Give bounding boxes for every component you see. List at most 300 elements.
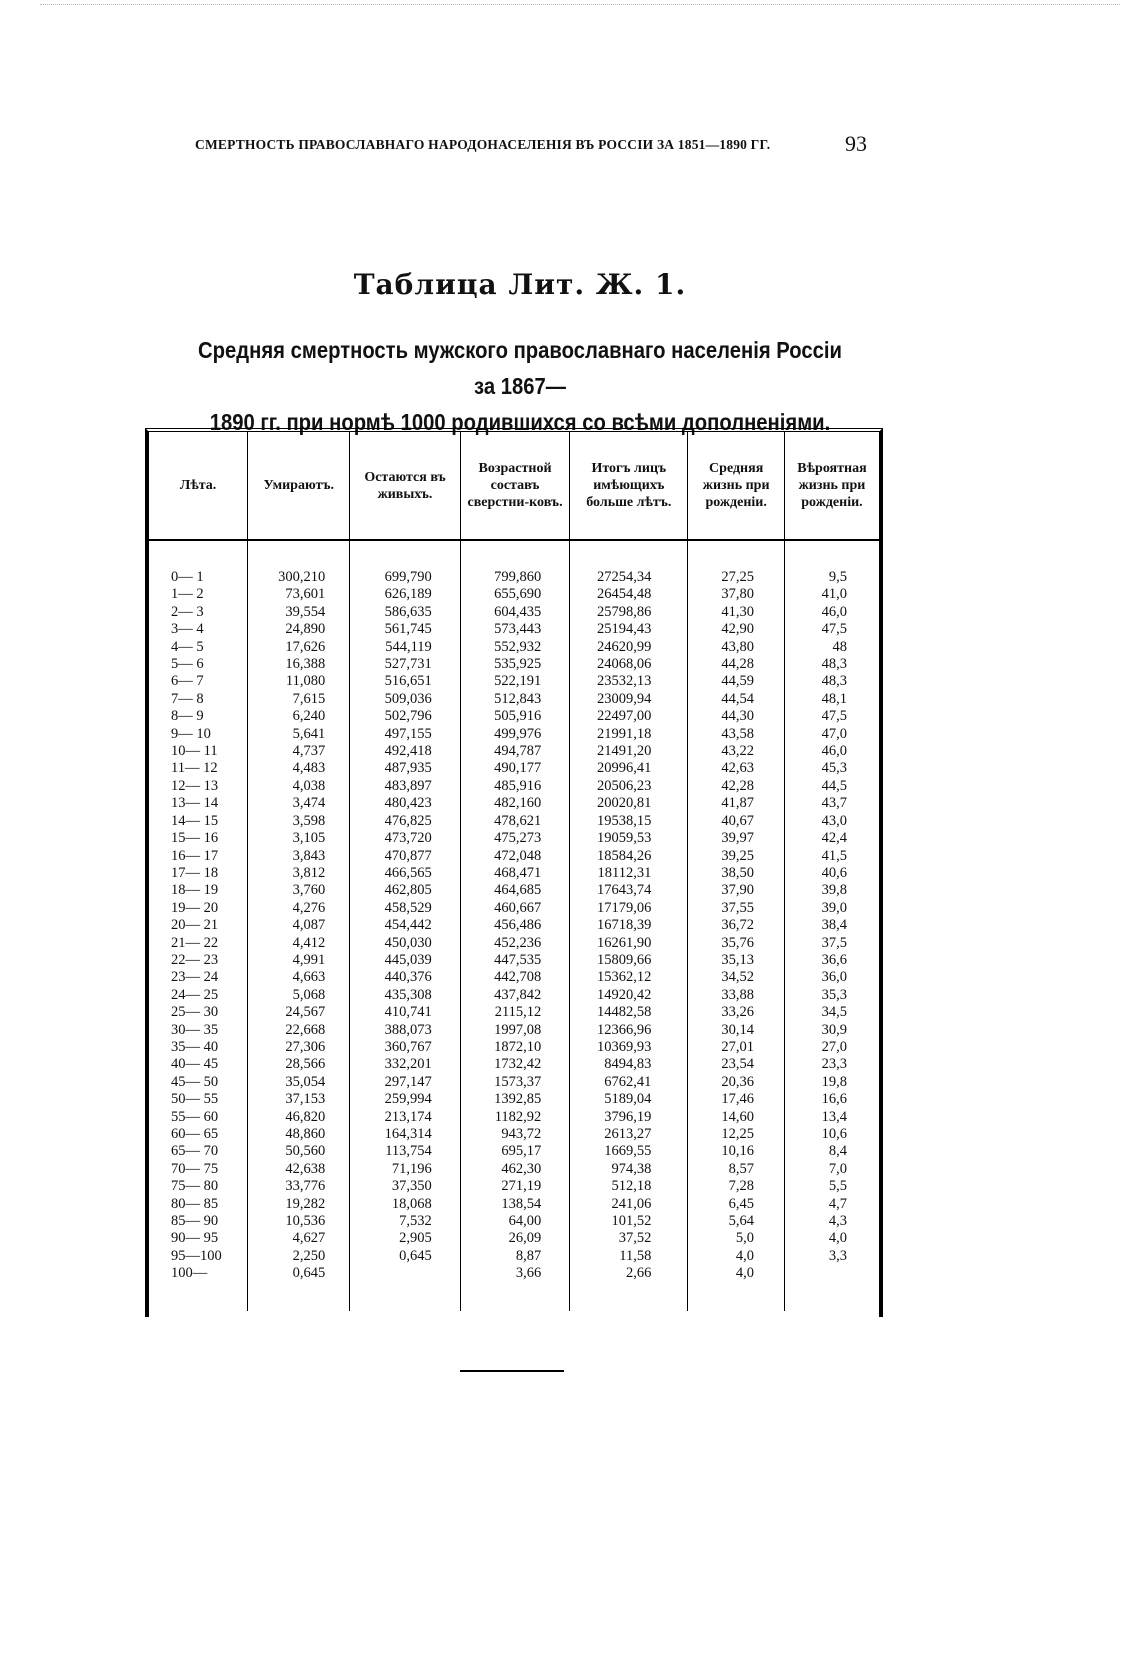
table-row xyxy=(149,917,879,934)
probable-life-cell: 47,0 xyxy=(821,725,847,742)
age-cell: 60— 65 xyxy=(149,1126,248,1143)
dying-cell: 4,991 xyxy=(248,952,350,969)
mean-life-cell: 44,30 xyxy=(688,708,785,725)
dying-cell: 3,105 xyxy=(248,830,350,847)
total-older-cell: 37,52 xyxy=(570,1230,688,1247)
probable-life-cell: 43,7 xyxy=(821,795,847,812)
surviving-cell: 473,720 xyxy=(350,830,461,847)
surviving-cell: 410,741 xyxy=(350,1004,461,1021)
probable-life-cell: 40,6 xyxy=(821,864,847,881)
probable-life-cell: 4,7 xyxy=(828,1195,847,1212)
dying-cell: 3,474 xyxy=(248,795,350,812)
subtitle-line-2: 1890 гг. при нормѣ 1000 родившихся со всѣми дополненіями. xyxy=(209,409,831,435)
table-row xyxy=(149,1022,879,1039)
header-surviving: Остаются въ живыхъ. xyxy=(350,432,461,540)
header-age-composition: Возрастной составъ сверстни-ковъ. xyxy=(460,432,569,540)
surviving-cell: 435,308 xyxy=(350,987,461,1004)
age-composition-cell: 573,443 xyxy=(460,621,569,638)
table-row xyxy=(149,743,879,760)
table-row xyxy=(149,621,879,638)
probable-life-cell: 46,0 xyxy=(821,603,847,620)
surviving-cell: 458,529 xyxy=(350,900,461,917)
probable-life-cell: 38,4 xyxy=(821,917,847,934)
surviving-cell: 18,068 xyxy=(350,1196,461,1213)
age-cell: 4— 5 xyxy=(149,639,248,656)
top-edge-rule xyxy=(40,4,1120,6)
dying-cell: 39,554 xyxy=(248,604,350,621)
surviving-cell: 7,532 xyxy=(350,1213,461,1230)
dying-cell: 24,890 xyxy=(248,621,350,638)
total-older-cell: 12366,96 xyxy=(570,1022,688,1039)
mean-life-cell: 17,46 xyxy=(688,1091,785,1108)
table-row xyxy=(149,691,879,708)
age-cell: 8— 9 xyxy=(149,708,248,725)
age-composition-cell: 655,690 xyxy=(460,586,569,603)
header-probable-life: Вѣроятная жизнь при рожденіи. xyxy=(784,432,879,540)
table-row xyxy=(149,1248,879,1265)
age-cell: 100— xyxy=(149,1265,248,1282)
dying-cell: 6,240 xyxy=(248,708,350,725)
age-composition-cell: 535,925 xyxy=(460,656,569,673)
table-row xyxy=(149,760,879,777)
table-row xyxy=(149,569,879,586)
mortality-table xyxy=(149,432,879,1311)
age-composition-cell: 799,860 xyxy=(460,569,569,586)
probable-life-cell: 43,0 xyxy=(821,812,847,829)
probable-life-cell: 34,5 xyxy=(821,1004,847,1021)
age-composition-cell: 522,191 xyxy=(460,673,569,690)
mean-life-cell: 5,64 xyxy=(688,1213,785,1230)
probable-life-cell: 23,3 xyxy=(821,1056,847,1073)
table-row xyxy=(149,1074,879,1091)
age-composition-cell: 3,66 xyxy=(460,1265,569,1282)
filler-row xyxy=(149,1283,879,1311)
total-older-cell: 21991,18 xyxy=(570,726,688,743)
table-row xyxy=(149,1178,879,1195)
total-older-cell: 2613,27 xyxy=(570,1126,688,1143)
mean-life-cell: 12,25 xyxy=(688,1126,785,1143)
mean-life-cell: 43,22 xyxy=(688,743,785,760)
dying-cell: 4,737 xyxy=(248,743,350,760)
age-composition-cell: 943,72 xyxy=(460,1126,569,1143)
age-cell: 19— 20 xyxy=(149,900,248,917)
mean-life-cell: 37,80 xyxy=(688,586,785,603)
dying-cell: 28,566 xyxy=(248,1056,350,1073)
surviving-cell: 476,825 xyxy=(350,813,461,830)
age-composition-cell: 475,273 xyxy=(460,830,569,847)
age-composition-cell: 499,976 xyxy=(460,726,569,743)
probable-life-cell: 30,9 xyxy=(821,1021,847,1038)
table-row xyxy=(149,656,879,673)
total-older-cell: 16261,90 xyxy=(570,935,688,952)
surviving-cell: 487,935 xyxy=(350,760,461,777)
header-row xyxy=(149,432,879,540)
age-cell: 13— 14 xyxy=(149,795,248,812)
dying-cell: 3,812 xyxy=(248,865,350,882)
mean-life-cell: 35,13 xyxy=(688,952,785,969)
surviving-cell: 71,196 xyxy=(350,1161,461,1178)
dying-cell: 50,560 xyxy=(248,1143,350,1160)
table-row xyxy=(149,778,879,795)
surviving-cell: 480,423 xyxy=(350,795,461,812)
probable-life-cell: 44,5 xyxy=(821,777,847,794)
mean-life-cell: 8,57 xyxy=(688,1161,785,1178)
total-older-cell: 15809,66 xyxy=(570,952,688,969)
age-cell: 16— 17 xyxy=(149,848,248,865)
surviving-cell: 492,418 xyxy=(350,743,461,760)
probable-life-cell: 48 xyxy=(832,638,847,655)
age-composition-cell: 271,19 xyxy=(460,1178,569,1195)
probable-life-cell: 39,0 xyxy=(821,899,847,916)
total-older-cell: 20996,41 xyxy=(570,760,688,777)
age-cell: 65— 70 xyxy=(149,1143,248,1160)
probable-life-cell: 39,8 xyxy=(821,882,847,899)
surviving-cell: 454,442 xyxy=(350,917,461,934)
surviving-cell: 360,767 xyxy=(350,1039,461,1056)
surviving-cell: 561,745 xyxy=(350,621,461,638)
total-older-cell: 19059,53 xyxy=(570,830,688,847)
age-composition-cell: 456,486 xyxy=(460,917,569,934)
probable-life-cell: 7,0 xyxy=(828,1160,847,1177)
mean-life-cell: 44,28 xyxy=(688,656,785,673)
table-row xyxy=(149,830,879,847)
surviving-cell: 466,565 xyxy=(350,865,461,882)
dying-cell: 46,820 xyxy=(248,1109,350,1126)
total-older-cell: 25194,43 xyxy=(570,621,688,638)
surviving-cell: 502,796 xyxy=(350,708,461,725)
end-rule xyxy=(460,1370,564,1372)
mean-life-cell: 5,0 xyxy=(688,1230,785,1247)
probable-life-cell: 47,5 xyxy=(821,621,847,638)
total-older-cell: 18112,31 xyxy=(570,865,688,882)
table-title: Таблица Лит. Ж. 1. xyxy=(353,268,687,301)
age-cell: 7— 8 xyxy=(149,691,248,708)
surviving-cell: 586,635 xyxy=(350,604,461,621)
total-older-cell: 26454,48 xyxy=(570,586,688,603)
surviving-cell: 2,905 xyxy=(350,1230,461,1247)
age-composition-cell: 1732,42 xyxy=(460,1056,569,1073)
total-older-cell: 23532,13 xyxy=(570,673,688,690)
mean-life-cell: 40,67 xyxy=(688,813,785,830)
age-cell: 10— 11 xyxy=(149,743,248,760)
age-cell: 22— 23 xyxy=(149,952,248,969)
probable-life-cell: 41,5 xyxy=(821,847,847,864)
surviving-cell: 440,376 xyxy=(350,969,461,986)
age-composition-cell: 512,843 xyxy=(460,691,569,708)
table-row xyxy=(149,813,879,830)
age-cell: 17— 18 xyxy=(149,865,248,882)
dying-cell: 4,038 xyxy=(248,778,350,795)
total-older-cell: 974,38 xyxy=(570,1161,688,1178)
age-cell: 0— 1 xyxy=(149,569,248,586)
mean-life-cell: 44,54 xyxy=(688,691,785,708)
dying-cell: 24,567 xyxy=(248,1004,350,1021)
mean-life-cell: 43,58 xyxy=(688,726,785,743)
surviving-cell: 297,147 xyxy=(350,1074,461,1091)
dying-cell: 4,276 xyxy=(248,900,350,917)
table-row xyxy=(149,1213,879,1230)
surviving-cell: 483,897 xyxy=(350,778,461,795)
age-composition-cell: 482,160 xyxy=(460,795,569,812)
dying-cell: 4,663 xyxy=(248,969,350,986)
total-older-cell: 512,18 xyxy=(570,1178,688,1195)
total-older-cell: 6762,41 xyxy=(570,1074,688,1091)
mean-life-cell: 6,45 xyxy=(688,1196,785,1213)
age-composition-cell: 472,048 xyxy=(460,848,569,865)
subtitle-line-1: Средняя смертность мужского православнаго населенія Россіи за 1867— xyxy=(198,337,842,399)
mean-life-cell: 36,72 xyxy=(688,917,785,934)
mean-life-cell: 33,88 xyxy=(688,987,785,1004)
total-older-cell: 8494,83 xyxy=(570,1056,688,1073)
surviving-cell: 626,189 xyxy=(350,586,461,603)
age-composition-cell: 485,916 xyxy=(460,778,569,795)
probable-life-cell: 3,3 xyxy=(828,1247,847,1264)
header-mean-life: Средняя жизнь при рожденіи. xyxy=(688,432,785,540)
age-cell: 9— 10 xyxy=(149,726,248,743)
age-composition-cell: 464,685 xyxy=(460,882,569,899)
surviving-cell: 213,174 xyxy=(350,1109,461,1126)
dying-cell: 37,153 xyxy=(248,1091,350,1108)
surviving-cell: 259,994 xyxy=(350,1091,461,1108)
age-composition-cell: 26,09 xyxy=(460,1230,569,1247)
table-row xyxy=(149,1161,879,1178)
table-row xyxy=(149,1109,879,1126)
mean-life-cell: 4,0 xyxy=(688,1248,785,1265)
probable-life-cell: 35,3 xyxy=(821,986,847,1003)
total-older-cell: 17643,74 xyxy=(570,882,688,899)
table-row xyxy=(149,1004,879,1021)
total-older-cell: 22497,00 xyxy=(570,708,688,725)
probable-life-cell: 47,5 xyxy=(821,708,847,725)
age-cell: 70— 75 xyxy=(149,1161,248,1178)
table-row xyxy=(149,1039,879,1056)
table-row xyxy=(149,1196,879,1213)
age-cell: 1— 2 xyxy=(149,586,248,603)
age-composition-cell: 437,842 xyxy=(460,987,569,1004)
age-cell: 90— 95 xyxy=(149,1230,248,1247)
dying-cell: 16,388 xyxy=(248,656,350,673)
header-dying: Умираютъ. xyxy=(248,432,350,540)
total-older-cell: 3796,19 xyxy=(570,1109,688,1126)
mean-life-cell: 10,16 xyxy=(688,1143,785,1160)
mean-life-cell: 23,54 xyxy=(688,1056,785,1073)
table-row xyxy=(149,952,879,969)
table-row xyxy=(149,987,879,1004)
dying-cell: 3,598 xyxy=(248,813,350,830)
age-composition-cell: 447,535 xyxy=(460,952,569,969)
probable-life-cell: 36,0 xyxy=(821,969,847,986)
age-composition-cell: 1182,92 xyxy=(460,1109,569,1126)
age-composition-cell: 604,435 xyxy=(460,604,569,621)
mean-life-cell: 38,50 xyxy=(688,865,785,882)
dying-cell: 73,601 xyxy=(248,586,350,603)
total-older-cell: 101,52 xyxy=(570,1213,688,1230)
probable-life-cell: 42,4 xyxy=(821,830,847,847)
table-row xyxy=(149,900,879,917)
age-cell: 25— 30 xyxy=(149,1004,248,1021)
total-older-cell: 23009,94 xyxy=(570,691,688,708)
age-composition-cell: 138,54 xyxy=(460,1196,569,1213)
mean-life-cell: 41,30 xyxy=(688,604,785,621)
dying-cell: 19,282 xyxy=(248,1196,350,1213)
surviving-cell xyxy=(350,1265,461,1282)
surviving-cell: 509,036 xyxy=(350,691,461,708)
mean-life-cell: 34,52 xyxy=(688,969,785,986)
dying-cell: 33,776 xyxy=(248,1178,350,1195)
table-body xyxy=(149,540,879,1311)
age-composition-cell: 462,30 xyxy=(460,1161,569,1178)
probable-life-cell: 19,8 xyxy=(821,1073,847,1090)
surviving-cell: 0,645 xyxy=(350,1248,461,1265)
table-row xyxy=(149,848,879,865)
age-cell: 40— 45 xyxy=(149,1056,248,1073)
mean-life-cell: 42,63 xyxy=(688,760,785,777)
age-cell: 45— 50 xyxy=(149,1074,248,1091)
age-cell: 30— 35 xyxy=(149,1022,248,1039)
dying-cell: 22,668 xyxy=(248,1022,350,1039)
probable-life-cell: 48,1 xyxy=(821,690,847,707)
probable-life-cell: 36,6 xyxy=(821,951,847,968)
age-cell: 35— 40 xyxy=(149,1039,248,1056)
probable-life-cell: 27,0 xyxy=(821,1038,847,1055)
age-cell: 20— 21 xyxy=(149,917,248,934)
surviving-cell: 527,731 xyxy=(350,656,461,673)
probable-life-cell: 45,3 xyxy=(821,760,847,777)
table-row xyxy=(149,1230,879,1247)
age-cell: 50— 55 xyxy=(149,1091,248,1108)
dying-cell: 7,615 xyxy=(248,691,350,708)
mean-life-cell: 4,0 xyxy=(688,1265,785,1282)
age-cell: 21— 22 xyxy=(149,935,248,952)
age-cell: 85— 90 xyxy=(149,1213,248,1230)
total-older-cell: 10369,93 xyxy=(570,1039,688,1056)
total-older-cell: 11,58 xyxy=(570,1248,688,1265)
table-row xyxy=(149,586,879,603)
table-row xyxy=(149,639,879,656)
mortality-table-frame xyxy=(145,428,883,1317)
total-older-cell: 15362,12 xyxy=(570,969,688,986)
total-older-cell: 241,06 xyxy=(570,1196,688,1213)
age-composition-cell: 1573,37 xyxy=(460,1074,569,1091)
dying-cell: 5,068 xyxy=(248,987,350,1004)
probable-life-cell: 13,4 xyxy=(821,1108,847,1125)
running-head: СМЕРТНОСТЬ ПРАВОСЛАВНАГО НАРОДОНАСЕЛЕНІЯ ВЪ РОССІИ ЗА 1851—1890 ГГ. xyxy=(195,137,771,152)
probable-life-cell: 37,5 xyxy=(821,934,847,951)
total-older-cell: 24620,99 xyxy=(570,639,688,656)
age-composition-cell: 494,787 xyxy=(460,743,569,760)
surviving-cell: 516,651 xyxy=(350,673,461,690)
age-cell: 3— 4 xyxy=(149,621,248,638)
age-cell: 11— 12 xyxy=(149,760,248,777)
table-row xyxy=(149,726,879,743)
header-total-older: Итогъ лицъ имѣющихъ больше лѣтъ. xyxy=(570,432,688,540)
probable-life-cell: 4,0 xyxy=(828,1230,847,1247)
surviving-cell: 388,073 xyxy=(350,1022,461,1039)
mean-life-cell: 30,14 xyxy=(688,1022,785,1039)
total-older-cell: 24068,06 xyxy=(570,656,688,673)
total-older-cell: 14920,42 xyxy=(570,987,688,1004)
header-years: Лѣта. xyxy=(149,432,248,540)
age-cell: 15— 16 xyxy=(149,830,248,847)
table-row xyxy=(149,865,879,882)
table-subtitle xyxy=(186,332,855,440)
table-row xyxy=(149,1126,879,1143)
probable-life-cell: 16,6 xyxy=(821,1091,847,1108)
total-older-cell: 5189,04 xyxy=(570,1091,688,1108)
age-cell: 55— 60 xyxy=(149,1109,248,1126)
total-older-cell: 20506,23 xyxy=(570,778,688,795)
mean-life-cell: 33,26 xyxy=(688,1004,785,1021)
table-row xyxy=(149,708,879,725)
total-older-cell: 14482,58 xyxy=(570,1004,688,1021)
surviving-cell: 699,790 xyxy=(350,569,461,586)
mean-life-cell: 20,36 xyxy=(688,1074,785,1091)
surviving-cell: 450,030 xyxy=(350,935,461,952)
surviving-cell: 445,039 xyxy=(350,952,461,969)
table-row xyxy=(149,1143,879,1160)
probable-life-cell: 4,3 xyxy=(828,1213,847,1230)
dying-cell: 48,860 xyxy=(248,1126,350,1143)
mean-life-cell: 42,28 xyxy=(688,778,785,795)
age-cell: 12— 13 xyxy=(149,778,248,795)
surviving-cell: 470,877 xyxy=(350,848,461,865)
table-row xyxy=(149,673,879,690)
dying-cell: 17,626 xyxy=(248,639,350,656)
mean-life-cell: 27,01 xyxy=(688,1039,785,1056)
mean-life-cell: 35,76 xyxy=(688,935,785,952)
surviving-cell: 497,155 xyxy=(350,726,461,743)
dying-cell: 4,087 xyxy=(248,917,350,934)
age-cell: 95—100 xyxy=(149,1248,248,1265)
mean-life-cell: 44,59 xyxy=(688,673,785,690)
age-composition-cell: 695,17 xyxy=(460,1143,569,1160)
total-older-cell: 16718,39 xyxy=(570,917,688,934)
table-row xyxy=(149,1265,879,1282)
age-composition-cell: 452,236 xyxy=(460,935,569,952)
age-cell: 2— 3 xyxy=(149,604,248,621)
dying-cell: 4,412 xyxy=(248,935,350,952)
age-composition-cell: 505,916 xyxy=(460,708,569,725)
probable-life-cell xyxy=(784,1265,879,1282)
dying-cell: 0,645 xyxy=(248,1265,350,1282)
surviving-cell: 462,805 xyxy=(350,882,461,899)
mean-life-cell: 42,90 xyxy=(688,621,785,638)
dying-cell: 10,536 xyxy=(248,1213,350,1230)
dying-cell: 4,483 xyxy=(248,760,350,777)
age-composition-cell: 478,621 xyxy=(460,813,569,830)
total-older-cell: 1669,55 xyxy=(570,1143,688,1160)
age-cell: 23— 24 xyxy=(149,969,248,986)
table-row xyxy=(149,604,879,621)
dying-cell: 11,080 xyxy=(248,673,350,690)
age-composition-cell: 2115,12 xyxy=(460,1004,569,1021)
surviving-cell: 544,119 xyxy=(350,639,461,656)
total-older-cell: 25798,86 xyxy=(570,604,688,621)
mean-life-cell: 37,55 xyxy=(688,900,785,917)
age-cell: 14— 15 xyxy=(149,813,248,830)
age-cell: 80— 85 xyxy=(149,1196,248,1213)
age-cell: 5— 6 xyxy=(149,656,248,673)
dying-cell: 27,306 xyxy=(248,1039,350,1056)
mean-life-cell: 39,25 xyxy=(688,848,785,865)
age-cell: 18— 19 xyxy=(149,882,248,899)
total-older-cell: 20020,81 xyxy=(570,795,688,812)
mean-life-cell: 41,87 xyxy=(688,795,785,812)
dying-cell: 3,760 xyxy=(248,882,350,899)
mean-life-cell: 39,97 xyxy=(688,830,785,847)
table-row xyxy=(149,935,879,952)
surviving-cell: 164,314 xyxy=(350,1126,461,1143)
